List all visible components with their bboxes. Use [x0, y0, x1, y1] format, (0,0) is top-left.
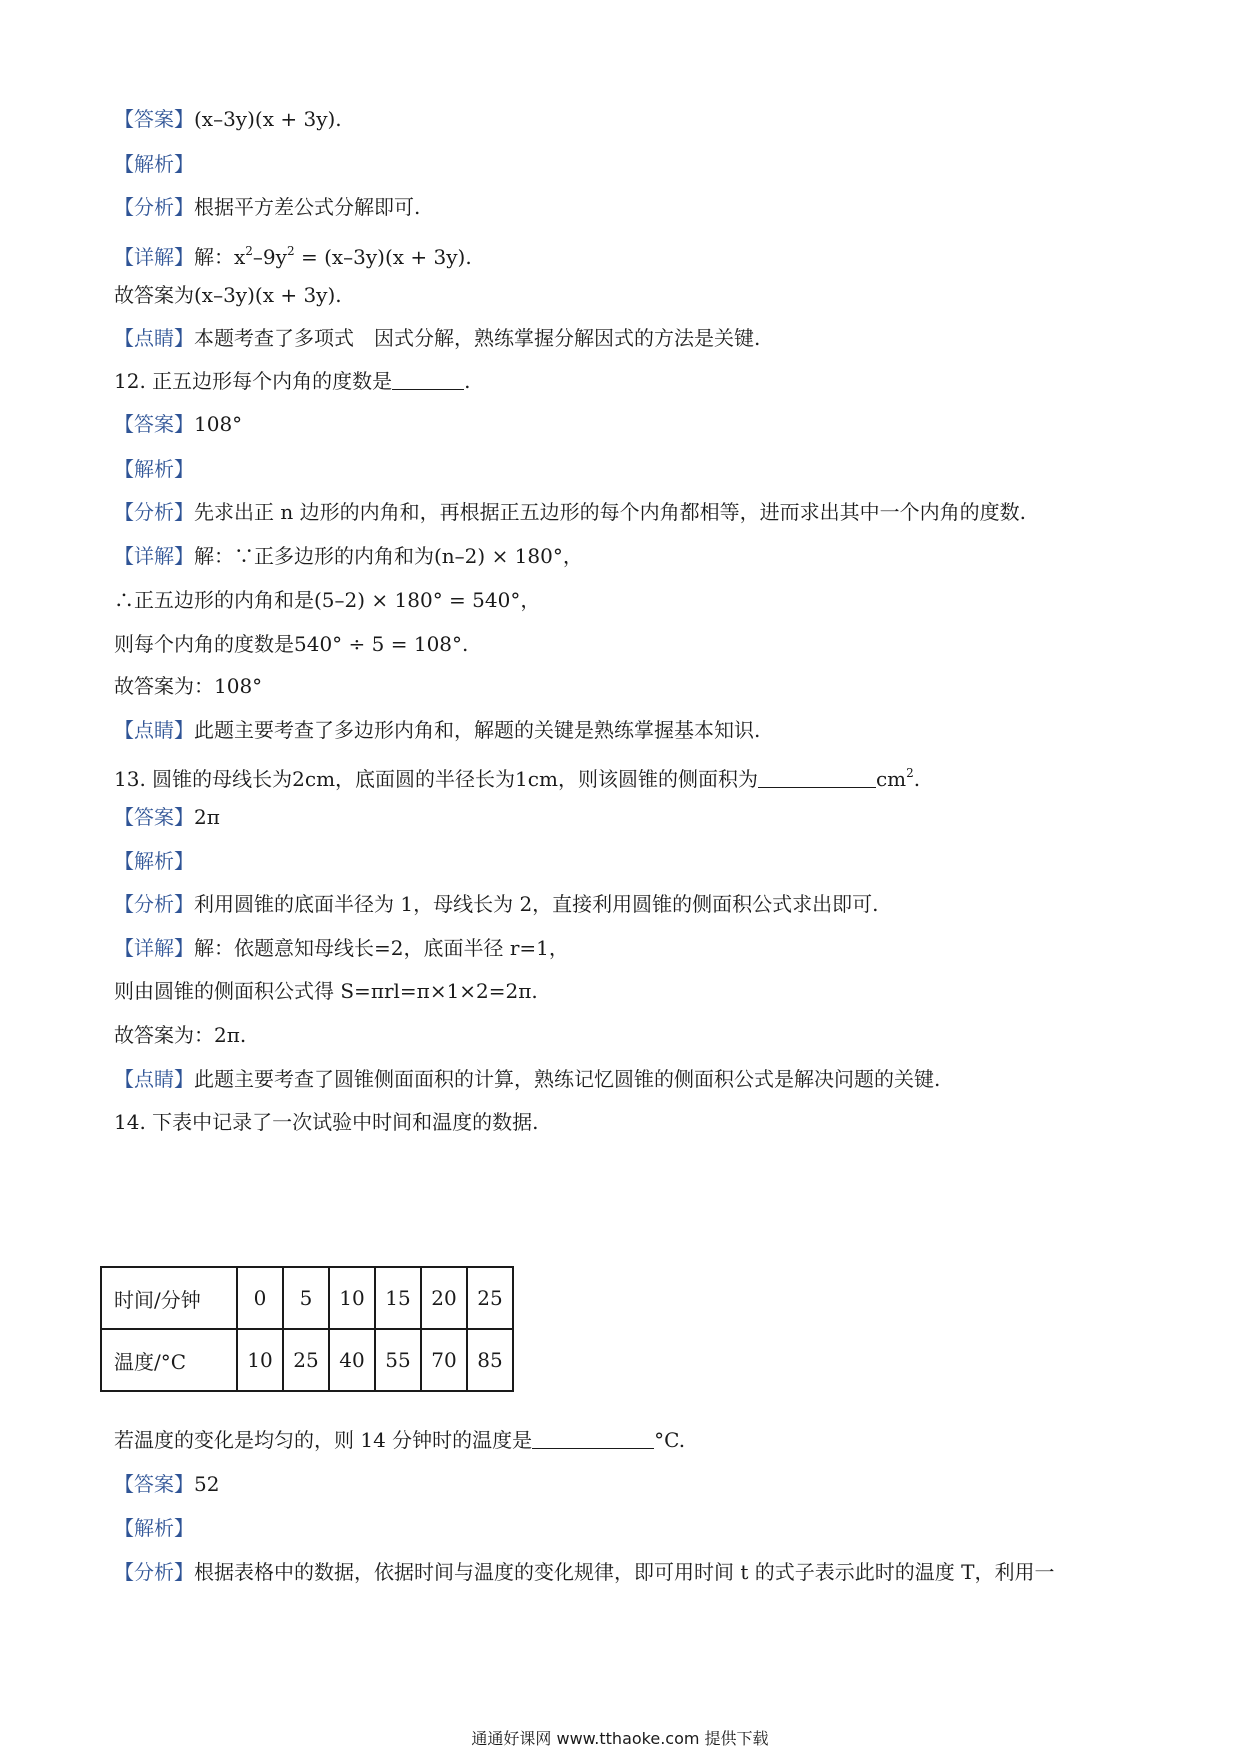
q14-question: 14. 下表中记录了一次试验中时间和温度的数据. [114, 1110, 539, 1134]
exponent: 2 [245, 244, 253, 258]
row-header-time: 时间/分钟 [101, 1267, 237, 1329]
page-footer: 通通好课网 www.tthaoke.com 提供下载 [471, 1729, 769, 1748]
detail-text: 解：依题意知母线长=2，底面半径 r=1， [194, 936, 569, 960]
q13-conclusion: 故答案为：2π. [114, 1023, 247, 1047]
comment-tag: 【点睛】 [114, 718, 194, 742]
q12-analysis-tag: 【解析】 [114, 457, 194, 481]
time-temperature-table [100, 1266, 514, 1392]
fenxi-text: 利用圆锥的底面半径为 1，母线长为 2，直接利用圆锥的侧面积公式求出即可. [194, 892, 879, 916]
detail-tag: 【详解】 [114, 936, 194, 960]
answer-tag: 【答案】 [114, 412, 194, 436]
row-header-temperature: 温度/°C [101, 1329, 237, 1391]
table-cell: 85 [467, 1329, 513, 1391]
q12-step2: ∴正五边形的内角和是(5–2) × 180° = 540°， [114, 588, 541, 612]
table-cell: 5 [283, 1267, 329, 1329]
table-row [101, 1329, 513, 1391]
table-cell: 70 [421, 1329, 467, 1391]
table-cell: 20 [421, 1267, 467, 1329]
detail-text: = (x–3y)(x + 3y). [294, 245, 472, 269]
q13-comment [114, 1065, 940, 1093]
table-cell: 10 [329, 1267, 375, 1329]
punct: . [913, 767, 921, 791]
punct: . [464, 369, 471, 393]
fenxi-text: 根据平方差公式分解即可. [194, 195, 421, 219]
q11-detail [114, 237, 472, 271]
table-cell: 15 [375, 1267, 421, 1329]
answer-tag: 【答案】 [114, 107, 194, 131]
q13-question [114, 759, 920, 793]
q12-fenxi [114, 498, 1026, 526]
detail-tag: 【详解】 [114, 245, 194, 269]
table-cell: 25 [283, 1329, 329, 1391]
question-text: 12. 正五边形每个内角的度数是 [114, 369, 393, 393]
q13-detail [114, 934, 569, 962]
unit-text: °C. [654, 1428, 686, 1452]
exponent: 2 [906, 766, 914, 780]
q12-conclusion: 故答案为：108° [114, 674, 263, 698]
detail-text: 解：∵正多边形的内角和为(n–2) × 180°， [194, 544, 583, 568]
q13-answer [114, 803, 220, 831]
q14-answer [114, 1470, 219, 1498]
detail-text: –9y [252, 245, 287, 269]
q11-answer [114, 105, 342, 133]
comment-tag: 【点睛】 [114, 1067, 194, 1091]
fenxi-tag: 【分析】 [114, 195, 194, 219]
comment-text: 此题主要考查了圆锥侧面面积的计算，熟练记忆圆锥的侧面积公式是解决问题的关键. [194, 1067, 941, 1091]
q12-question [114, 367, 471, 395]
comment-text: 此题主要考查了多边形内角和，解题的关键是熟练掌握基本知识. [194, 718, 761, 742]
q11-conclusion: 故答案为(x–3y)(x + 3y). [114, 283, 342, 307]
q11-fenxi [114, 193, 420, 221]
answer-blank [532, 1428, 654, 1449]
fenxi-tag: 【分析】 [114, 1560, 194, 1584]
unit-text: cm [875, 767, 907, 791]
q14-analysis-tag: 【解析】 [114, 1516, 194, 1540]
fenxi-text: 先求出正 n 边形的内角和，再根据正五边形的每个内角都相等，进而求出其中一个内角的度数. [194, 500, 1026, 524]
q12-step3: 则每个内角的度数是540° ÷ 5 = 108°. [114, 632, 469, 656]
answer-text: 52 [194, 1472, 220, 1496]
answer-blank [392, 369, 464, 390]
table-cell: 40 [329, 1329, 375, 1391]
q11-analysis-tag: 【解析】 [114, 152, 194, 176]
question-text: 13. 圆锥的母线长为2cm，底面圆的半径长为1cm，则该圆锥的侧面积为 [114, 767, 758, 791]
q13-fenxi [114, 890, 879, 918]
fenxi-text: 根据表格中的数据，依据时间与温度的变化规律，即可用时间 t 的式子表示此时的温度 T，利用一 [194, 1560, 1055, 1584]
table-row [101, 1267, 513, 1329]
detail-tag: 【详解】 [114, 544, 194, 568]
detail-text: 解：x [194, 245, 246, 269]
answer-text: (x–3y)(x + 3y). [194, 107, 342, 131]
comment-tag: 【点睛】 [114, 326, 194, 350]
q13-step2: 则由圆锥的侧面积公式得 S=πrl=π×1×2=2π. [114, 979, 538, 1003]
comment-text: 本题考查了多项式 因式分解，熟练掌握分解因式的方法是关键. [194, 326, 761, 350]
table-cell: 25 [467, 1267, 513, 1329]
q12-comment [114, 716, 760, 744]
q14-fenxi [114, 1558, 1054, 1586]
answer-text: 2π [194, 805, 220, 829]
question-text: 若温度的变化是均匀的，则 14 分钟时的温度是 [114, 1428, 533, 1452]
answer-text: 108° [194, 412, 243, 436]
q13-analysis-tag: 【解析】 [114, 849, 194, 873]
answer-blank [758, 767, 876, 788]
answer-tag: 【答案】 [114, 805, 194, 829]
table-cell: 0 [237, 1267, 283, 1329]
answer-tag: 【答案】 [114, 1472, 194, 1496]
fenxi-tag: 【分析】 [114, 500, 194, 524]
q14-question2 [114, 1426, 685, 1454]
q11-comment [114, 324, 760, 352]
fenxi-tag: 【分析】 [114, 892, 194, 916]
table-cell: 55 [375, 1329, 421, 1391]
q12-answer [114, 410, 242, 438]
table-cell: 10 [237, 1329, 283, 1391]
exponent: 2 [286, 244, 295, 258]
q12-detail [114, 542, 583, 570]
